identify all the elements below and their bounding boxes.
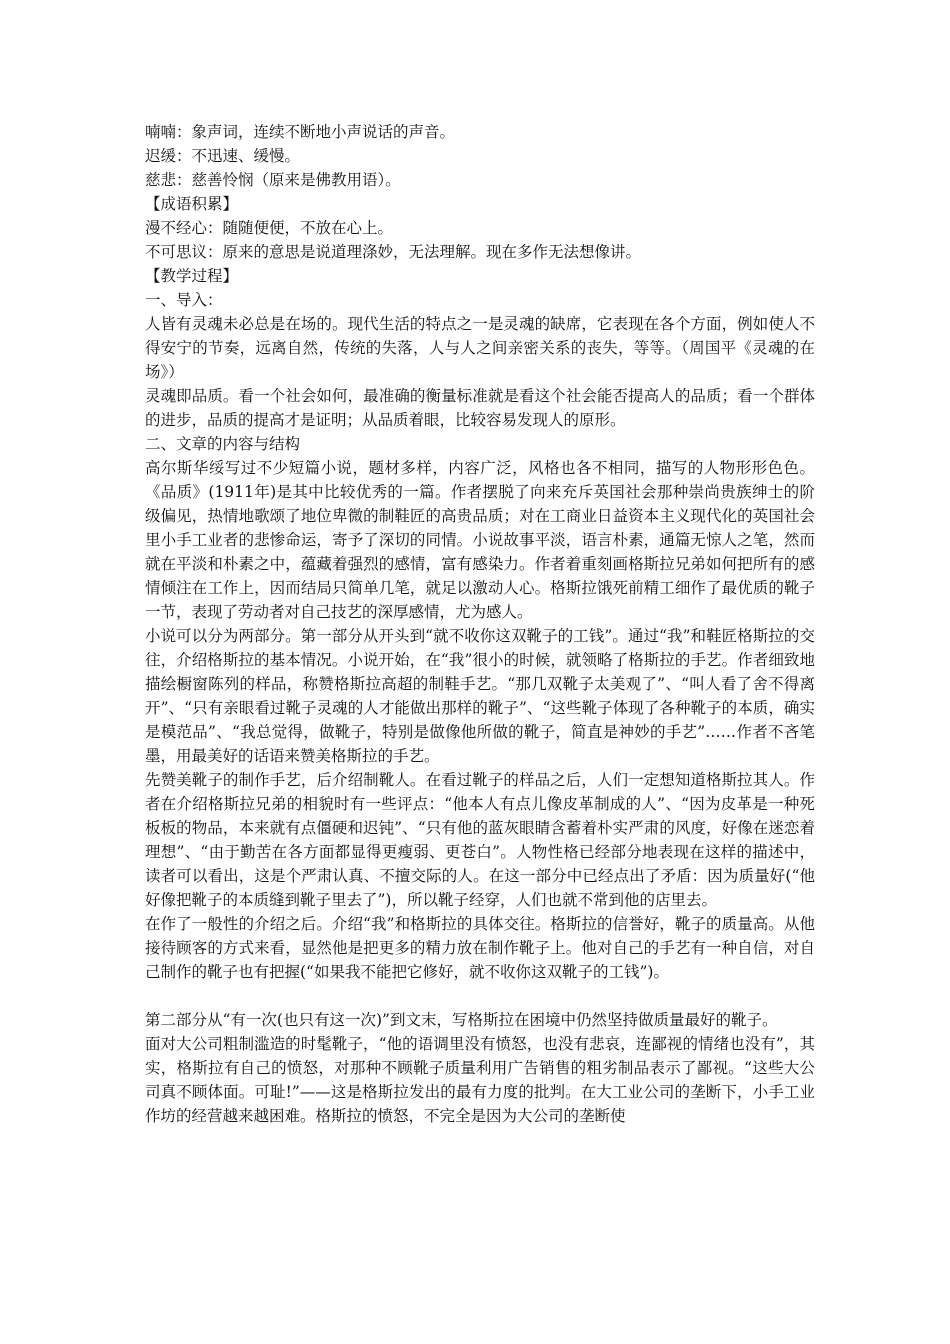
blank-line: [145, 984, 815, 1008]
idiom-item: 漫不经心：随随便便，不放在心上。: [145, 219, 394, 237]
idiom-heading: 【成语积累】: [145, 195, 239, 213]
body-paragraph: 小说可以分为两部分。第一部分从开头到“就不收你这双靴子的工钱”。通过“我”和鞋匠格斯拉的交往，介绍格斯拉的基本情况。小说开始，在“我”很小的时候，就领略了格斯拉的手艺。作者细致地描绘橱窗陈列的样品，称赞格斯拉高超的制鞋手艺。“那几双靴子太美观了”、“叫人看了舍不得离开”、“只有亲眼看过靴子灵魂的人才能做出那样的靴子”、“这些靴子体现了各种靴子的本质，确实是模范品”、“我总觉得，做靴子，特别是做像他所做的靴子，简直是神妙的手艺”……作者不吝笔墨，用最美好的话语来赞美格斯拉的手艺。: [145, 627, 815, 765]
intro-paragraph: 人皆有灵魂未必总是在场的。现代生活的特点之一是灵魂的缺席，它表现在各个方面，例如使人不得安宁的节奏，远离自然，传统的失落，人与人之间亲密关系的丧失，等等。（周国平《灵魂的在场》）: [145, 315, 815, 381]
vocab-item: 慈悲：慈善怜悯（原来是佛教用语）。: [145, 171, 401, 189]
body-paragraph: 面对大公司粗制滥造的时髦靴子，“他的语调里没有愤怒，也没有悲哀，连鄙视的情绪也没有”，其实，格斯拉有自己的愤怒，对那种不顾靴子质量利用广告销售的粗劣制品表示了鄙视。“这些大公司真不顾体面。可耻!”——这是格斯拉发出的最有力度的批判。在大工业公司的垄断下，小手工业作坊的经营越来越困难。格斯拉的愤怒，不完全是因为大公司的垄断使: [145, 1035, 815, 1125]
vocab-item: 喃喃：象声词，连续不断地小声说话的声音。: [145, 123, 456, 141]
document-page: [145, 120, 815, 1128]
idiom-item: 不可思议：原来的意思是说道理涤妙，无法理解。现在多作无法想像讲。: [145, 243, 642, 261]
body-paragraph: 高尔斯华绥写过不少短篇小说，题材多样，内容广泛，风格也各不相同，描写的人物形形色色。《品质》(1911年)是其中比较优秀的一篇。作者摆脱了向来充斥英国社会那种崇尚贵族绅士的阶级偏见，热情地歌颂了地位卑微的制鞋匠的高贵品质；对在工商业日益资本主义现代化的英国社会里小手工业者的悲惨命运，寄予了深切的同情。小说故事平淡，语言朴素，通篇无惊人之笔，然而就在平淡和朴素之中，蕴藏着强烈的感情，富有感染力。作者着重刻画格斯拉兄弟如何把所有的感情倾注在工作上，因而结局只简单几笔，就足以激动人心。格斯拉饿死前精工细作了最优质的靴子一节，表现了劳动者对自己技艺的深厚感情，尤为感人。: [145, 459, 815, 621]
process-heading: 【教学过程】: [145, 267, 239, 285]
intro-paragraph: 灵魂即品质。看一个社会如何，最准确的衡量标准就是看这个社会能否提高人的品质；看一个群体的进步，品质的提高才是证明；从品质着眼，比较容易发现人的原形。: [145, 387, 815, 429]
section-heading-intro: 一、导入：: [145, 291, 223, 309]
body-paragraph: 在作了一般性的介绍之后。介绍“我”和格斯拉的具体交往。格斯拉的信誉好，靴子的质量高。从他接待顾客的方式来看，显然他是把更多的精力放在制作靴子上。他对自己的手艺有一种自信，对自己制作的靴子也有把握(“如果我不能把它修好，就不收你这双靴子的工钱”)。: [145, 915, 815, 981]
body-paragraph: 先赞美靴子的制作手艺，后介绍制靴人。在看过靴子的样品之后，人们一定想知道格斯拉其人。作者在介绍格斯拉兄弟的相貌时有一些评点：“他本人有点儿像皮革制成的人”、“因为皮革是一种死板板的物品，本来就有点僵硬和迟钝”、“只有他的蓝灰眼睛含蓄着朴实严肃的风度，好像在迷恋着理想”、“由于勤苦在各方面都显得更瘦弱、更苍白”。人物性格已经部分地表现在这样的描述中，读者可以看出，这是个严肃认真、不擅交际的人。在这一部分中已经点出了矛盾：因为质量好(“他好像把靴子的本质缝到靴子里去了”)，所以靴子经穿，人们也就不常到他的店里去。: [145, 771, 815, 909]
vocab-item: 迟缓：不迅速、缓慢。: [145, 147, 301, 165]
body-paragraph: 第二部分从“有一次(也只有这一次)”到文末，写格斯拉在困境中仍然坚持做质量最好的靴子。: [145, 1011, 778, 1029]
section-heading-structure: 二、文章的内容与结构: [145, 435, 301, 453]
